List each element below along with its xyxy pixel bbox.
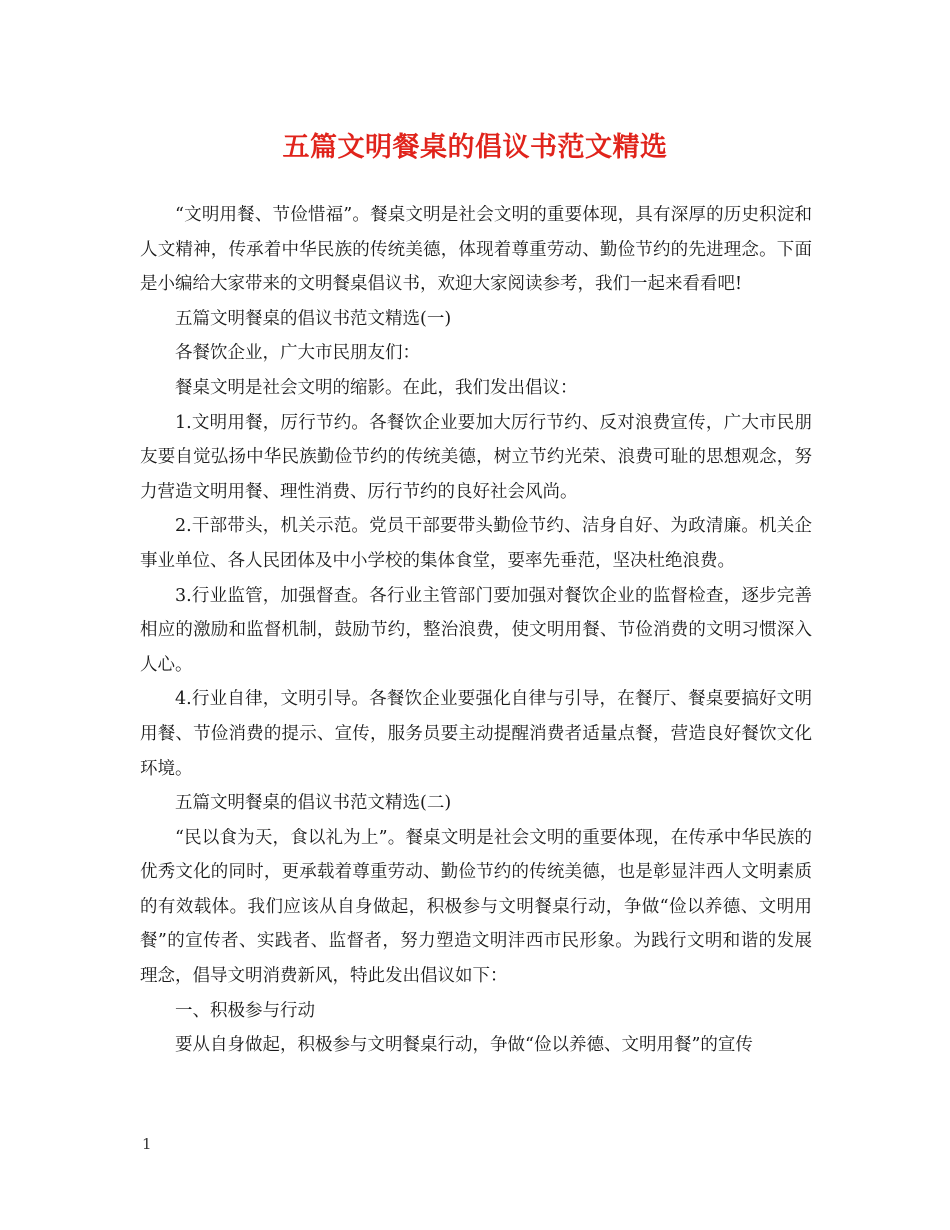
paragraph: 要从自身做起，积极参与文明餐桌行动，争做“俭以养德、文明用餐”的宣传 xyxy=(175,1035,753,1056)
section-heading-2: 五篇文明餐桌的倡议书范文精选(二) xyxy=(175,793,452,814)
paragraph: “民以食为天，食以礼为上”。餐桌文明是社会文明的重要体现，在传承中华民族的优秀文化的同时，更承载着尊重劳动、勤俭节约的传统美德，也是彰显沣西人文明素质的有效载体。我们应该从自身做起，积极参与文明餐桌行动，争做“俭以养德、文明用餐”的宣传者、实践者、监督者，努力塑造文明沣西市民形象。为践行文明和谐的发展理念，倡导文明消费新风，特此发出倡议如下： xyxy=(140,827,812,987)
proposal-item-3: 3.行业监管，加强督查。各行业主管部门要加强对餐饮企业的监督检查，逐步完善相应的激励和监督机制，鼓励节约，整治浪费，使文明用餐、节俭消费的文明习惯深入人心。 xyxy=(140,585,812,675)
proposal-item-1: 1.文明用餐，厉行节约。各餐饮企业要加大厉行节约、反对浪费宣传，广大市民朋友要自觉弘扬中华民族勤俭节约的传统美德，树立节约光荣、浪费可耻的思想观念，努力营造文明用餐、理性消费、厉行节约的良好社会风尚。 xyxy=(140,412,812,502)
document-title: 五篇文明餐桌的倡议书范文精选 xyxy=(282,132,668,163)
paragraph: 餐桌文明是社会文明的缩影。在此，我们发出倡议： xyxy=(175,377,578,398)
salutation: 各餐饮企业，广大市民朋友们： xyxy=(175,343,420,364)
document-body xyxy=(140,198,812,1063)
proposal-item-2: 2.干部带头，机关示范。党员干部要带头勤俭节约、洁身自好、为政清廉。机关企事业单位、各人民团体及中小学校的集体食堂，要率先垂范，坚决杜绝浪费。 xyxy=(140,516,812,571)
page-number: 1 xyxy=(142,1135,152,1153)
intro-paragraph: “文明用餐、节俭惜福”。餐桌文明是社会文明的重要体现，具有深厚的历史积淀和人文精神，传承着中华民族的传统美德，体现着尊重劳动、勤俭节约的先进理念。下面是小编给大家带来的文明餐桌倡议书，欢迎大家阅读参考，我们一起来看看吧! xyxy=(140,205,812,295)
proposal-item-4: 4.行业自律，文明引导。各餐饮企业要强化自律与引导，在餐厅、餐桌要搞好文明用餐、节俭消费的提示、宣传，服务员要主动提醒消费者适量点餐，营造良好餐饮文化环境。 xyxy=(140,689,812,779)
section-heading-1: 五篇文明餐桌的倡议书范文精选(一) xyxy=(175,308,452,329)
subheading: 一、积极参与行动 xyxy=(175,1000,315,1021)
